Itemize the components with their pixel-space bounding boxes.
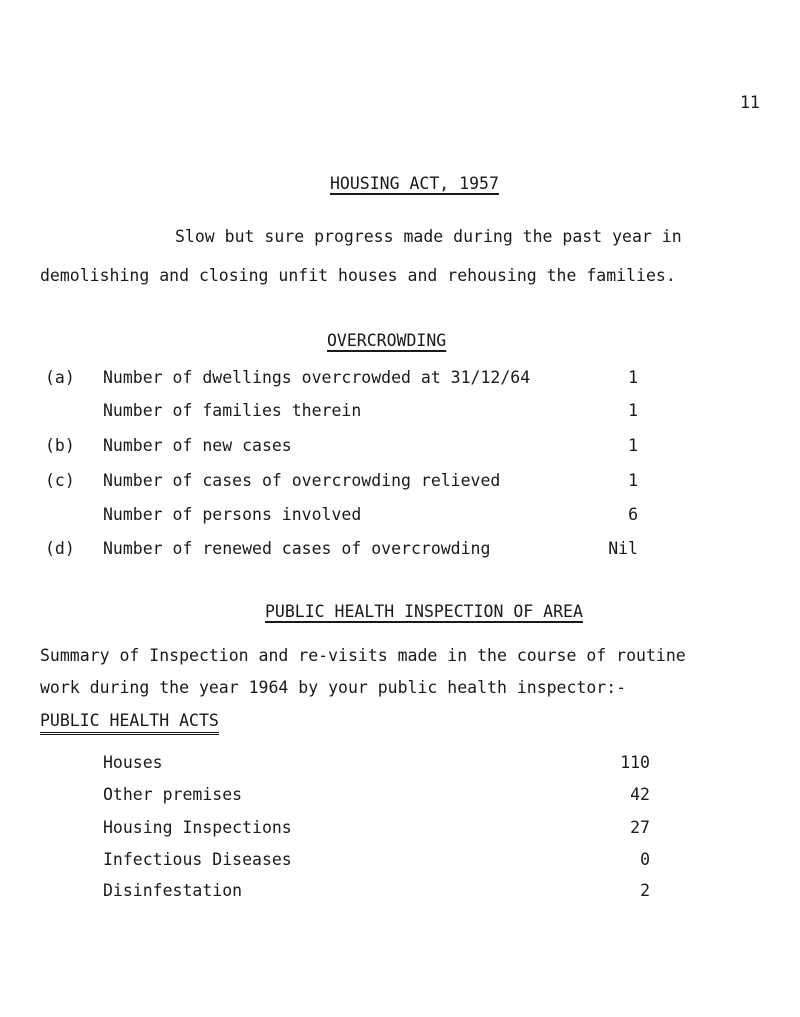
row-text: Infectious Diseases [103, 850, 292, 869]
row-text: Number of cases of overcrowding relieved [103, 471, 501, 490]
row-value: 27 [630, 818, 650, 837]
intro-line-2: demolishing and closing unfit houses and rehousing the families. [40, 266, 676, 285]
row-label: (d) [45, 539, 75, 558]
row-text: Houses [103, 753, 163, 772]
public-health-heading: PUBLIC HEALTH INSPECTION OF AREA [265, 602, 583, 621]
row-text: Disinfestation [103, 881, 243, 900]
page-title: HOUSING ACT, 1957 [330, 174, 499, 193]
row-text: Other premises [103, 785, 243, 804]
row-value: Nil [608, 539, 638, 558]
row-text: Number of dwellings overcrowded at 31/12/64 [103, 368, 531, 387]
intro-line-1: Slow but sure progress made during the past year in [175, 227, 682, 246]
row-text: Number of new cases [103, 436, 292, 455]
row-value: 0 [640, 850, 650, 869]
row-value: 1 [628, 401, 638, 420]
row-label: (c) [45, 471, 75, 490]
row-value: 1 [628, 471, 638, 490]
acts-heading: PUBLIC HEALTH ACTS [40, 713, 219, 735]
row-value: 110 [620, 753, 650, 772]
row-text: Number of families therein [103, 401, 362, 420]
overcrowding-heading: OVERCROWDING [327, 331, 447, 350]
row-value: 1 [628, 368, 638, 387]
row-text: Number of renewed cases of overcrowding [103, 539, 491, 558]
page-number: 11 [740, 93, 760, 112]
summary-line-2: work during the year 1964 by your public health inspector:- [40, 678, 627, 697]
summary-line-1: Summary of Inspection and re-visits made in the course of routine [40, 646, 686, 665]
row-text: Housing Inspections [103, 818, 292, 837]
row-text: Number of persons involved [103, 505, 362, 524]
row-label: (b) [45, 436, 75, 455]
row-label: (a) [45, 368, 75, 387]
row-value: 42 [630, 785, 650, 804]
row-value: 6 [628, 505, 638, 524]
row-value: 1 [628, 436, 638, 455]
row-value: 2 [640, 881, 650, 900]
